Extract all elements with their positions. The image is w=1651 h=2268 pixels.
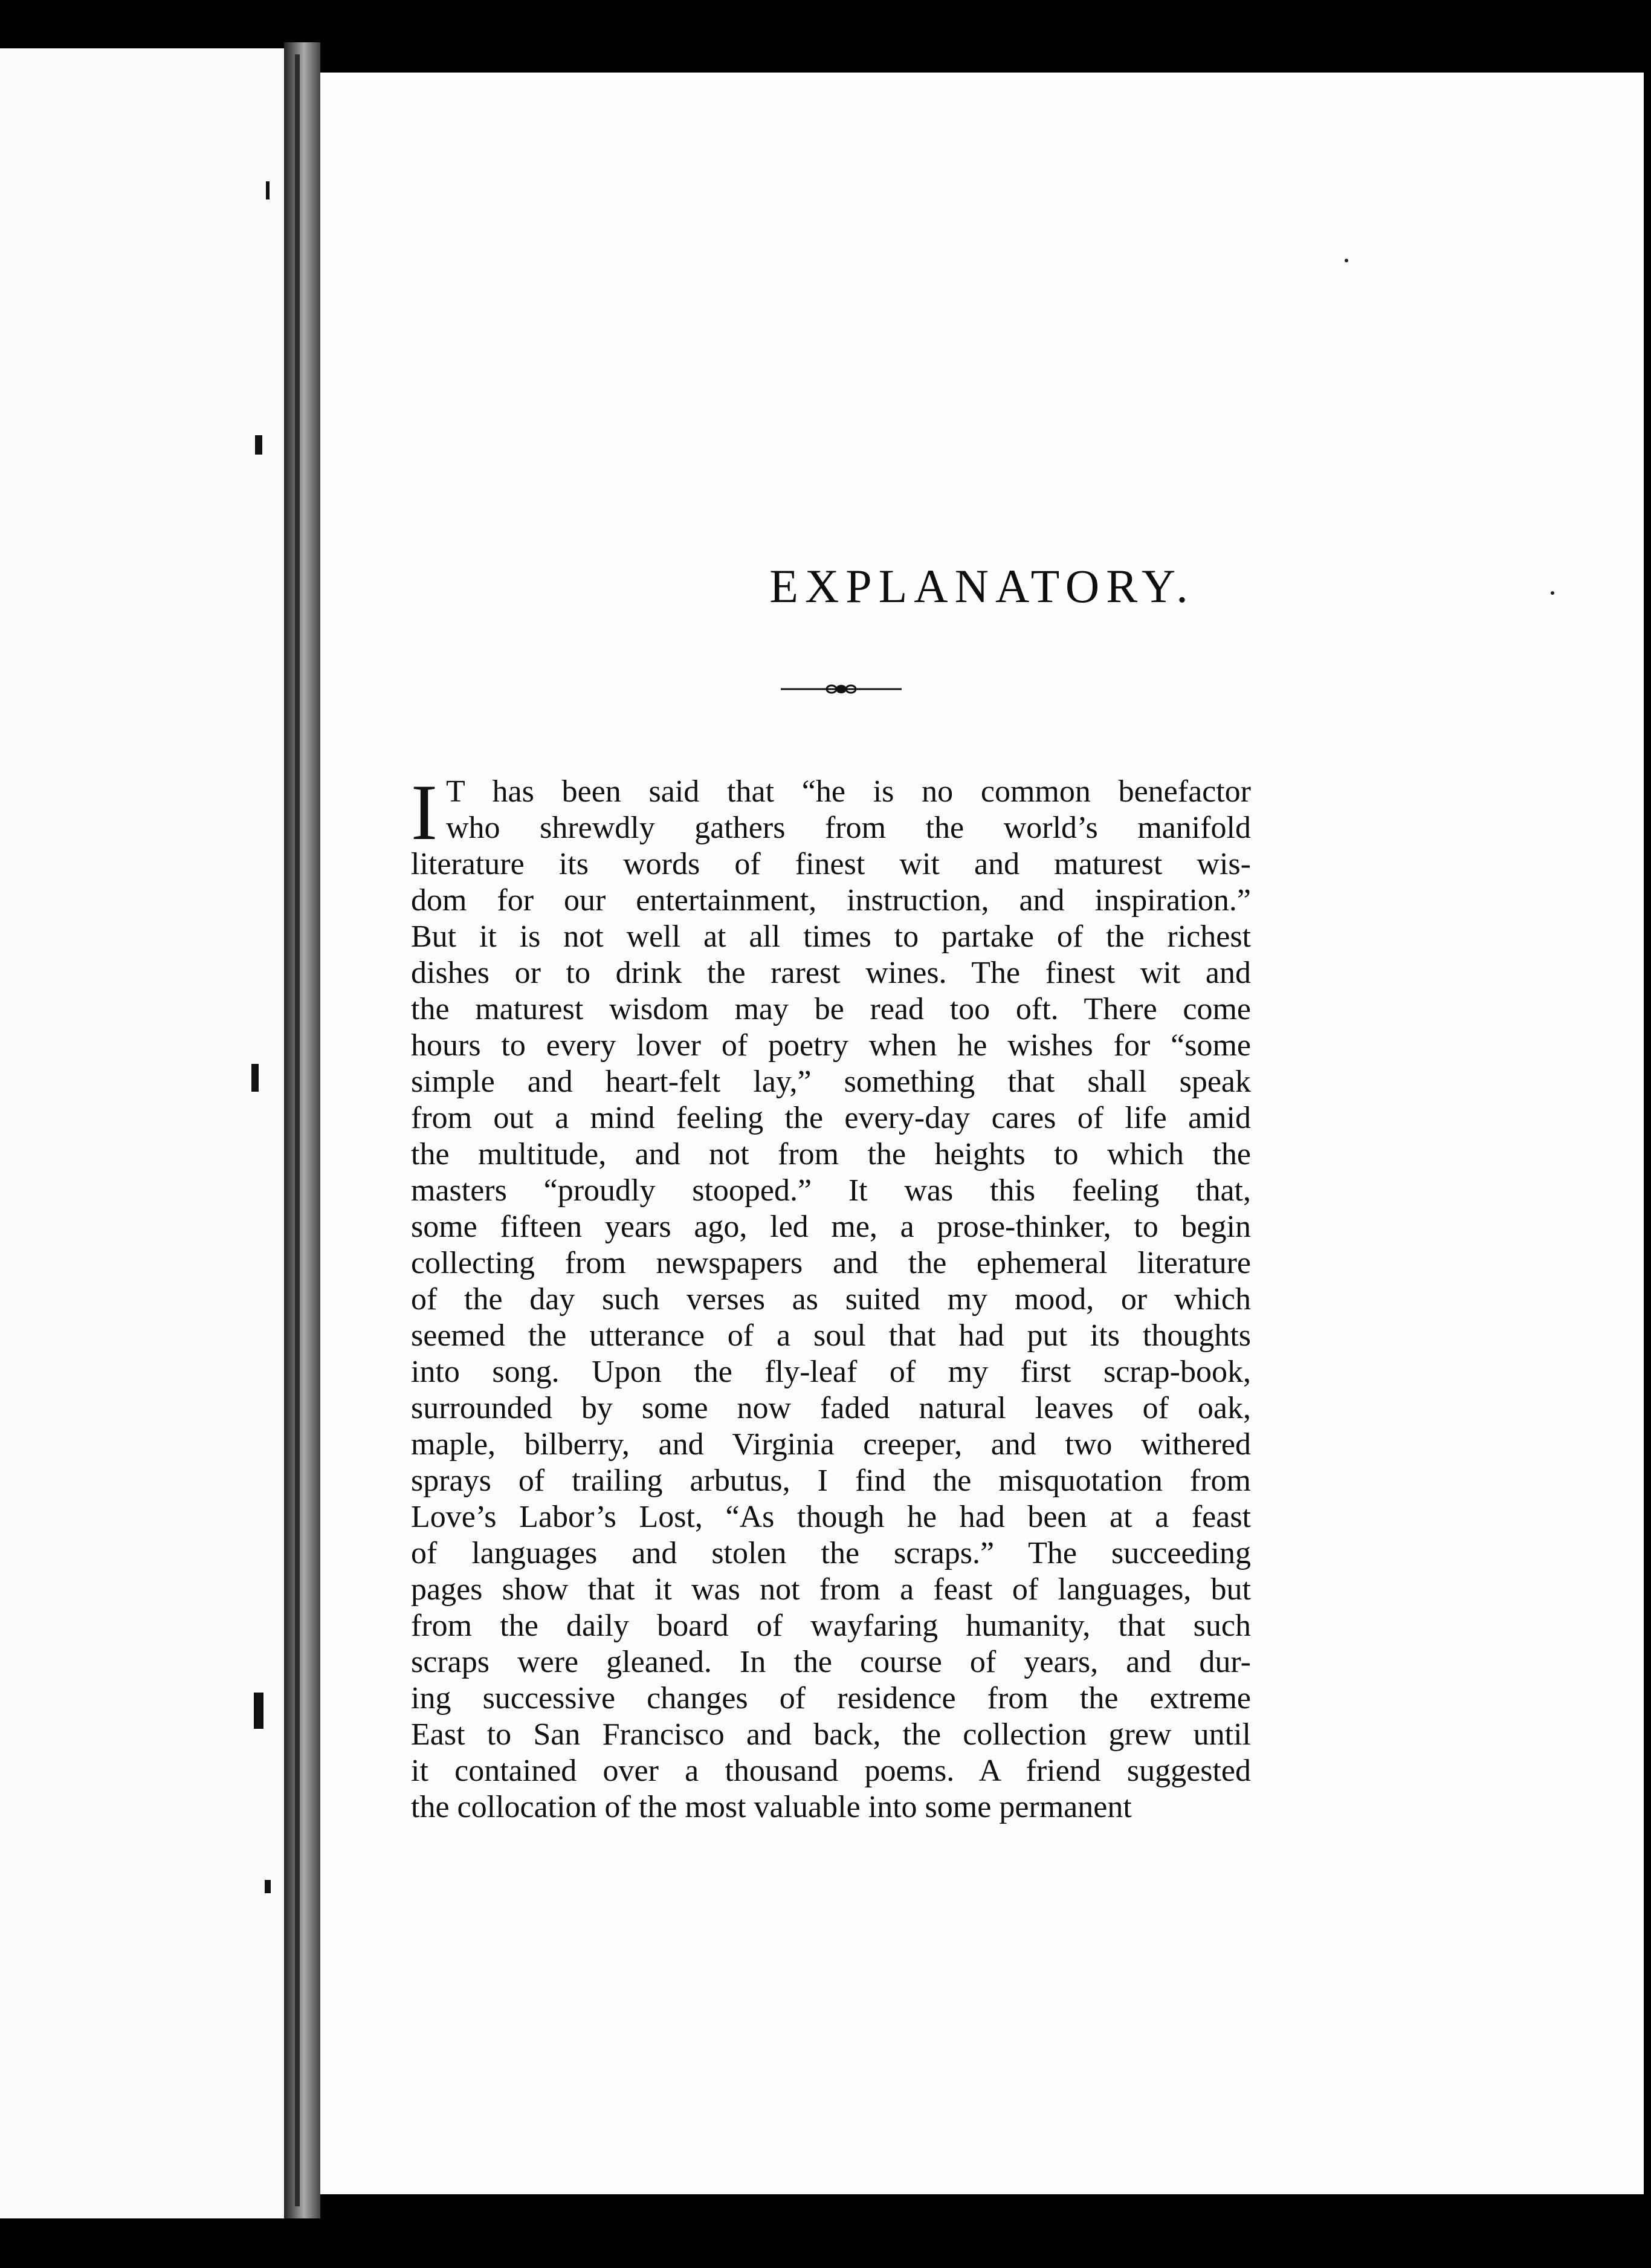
text-line: the maturest wisdom may be read too oft. There come (411, 992, 1251, 1026)
text-line: ing successive changes of residence from the extreme (411, 1681, 1251, 1716)
text-line: some fifteen years ago, led me, a prose-thinker, to begin (411, 1210, 1251, 1244)
text-line: collecting from newspapers and the ephemeral literature (411, 1246, 1251, 1280)
text-line: sprays of trailing arbutus, I find the misquotation from (411, 1463, 1251, 1498)
book-binding (284, 42, 320, 2218)
text-line: dom for our entertainment, instruction, and inspiration.” (411, 883, 1251, 918)
text-line: scraps were gleaned. In the course of years, and dur- (411, 1645, 1251, 1679)
page-title: EXPLANATORY. (769, 560, 1195, 612)
text-line: of languages and stolen the scraps.” The succeeding (411, 1536, 1251, 1570)
text-line: the collocation of the most valuable into some permanent (411, 1790, 1132, 1824)
text-line: dishes or to drink the rarest wines. The finest wit and (411, 956, 1251, 990)
text-line: masters “proudly stooped.” It was this feeling that, (411, 1173, 1251, 1208)
book-page (320, 73, 1644, 2194)
facing-page (0, 48, 284, 2218)
text-line: maple, bilberry, and Virginia creeper, and two withered (411, 1427, 1251, 1462)
body-paragraph (411, 768, 1251, 1826)
margin-mark (251, 1064, 259, 1092)
text-line: the multitude, and not from the heights to which the (411, 1137, 1251, 1171)
text-line: of the day such verses as suited my mood, or which (411, 1282, 1251, 1317)
text-line: from the daily board of wayfaring humanity, that such (411, 1609, 1251, 1643)
text-line: But it is not well at all times to partake of the richest (411, 919, 1251, 954)
text-line: pages show that it was not from a feast of languages, but (411, 1572, 1251, 1607)
text-line: seemed the utterance of a soul that had put its thoughts (411, 1318, 1251, 1353)
margin-mark (265, 1880, 271, 1893)
margin-mark (254, 1693, 263, 1729)
margin-mark (266, 181, 270, 199)
text-line: literature its words of finest wit and maturest wis- (411, 847, 1251, 881)
gutter-shadow (295, 54, 300, 2206)
text-line: Love’s Labor’s Lost, “As though he had been at a feast (411, 1500, 1251, 1534)
ornament-rule (781, 680, 902, 698)
text-line: T has been said that “he is no common benefactor (445, 774, 1251, 809)
text-line: surrounded by some now faded natural leaves of oak, (411, 1391, 1251, 1425)
drop-cap: I (411, 768, 438, 857)
margin-mark (255, 435, 262, 455)
paper-speck (1345, 259, 1348, 262)
text-line: from out a mind feeling the every-day cares of life amid (411, 1101, 1251, 1135)
paper-speck (1551, 591, 1554, 595)
text-line: hours to every lover of poetry when he wishes for “some (411, 1028, 1251, 1063)
text-line: into song. Upon the fly-leaf of my first scrap-book, (411, 1355, 1251, 1389)
text-line: it contained over a thousand poems. A friend suggested (411, 1754, 1251, 1788)
text-line: who shrewdly gathers from the world’s manifold (445, 811, 1251, 845)
text-line: simple and heart-felt lay,” something that shall speak (411, 1064, 1251, 1099)
text-line: East to San Francisco and back, the collection grew until (411, 1717, 1251, 1752)
